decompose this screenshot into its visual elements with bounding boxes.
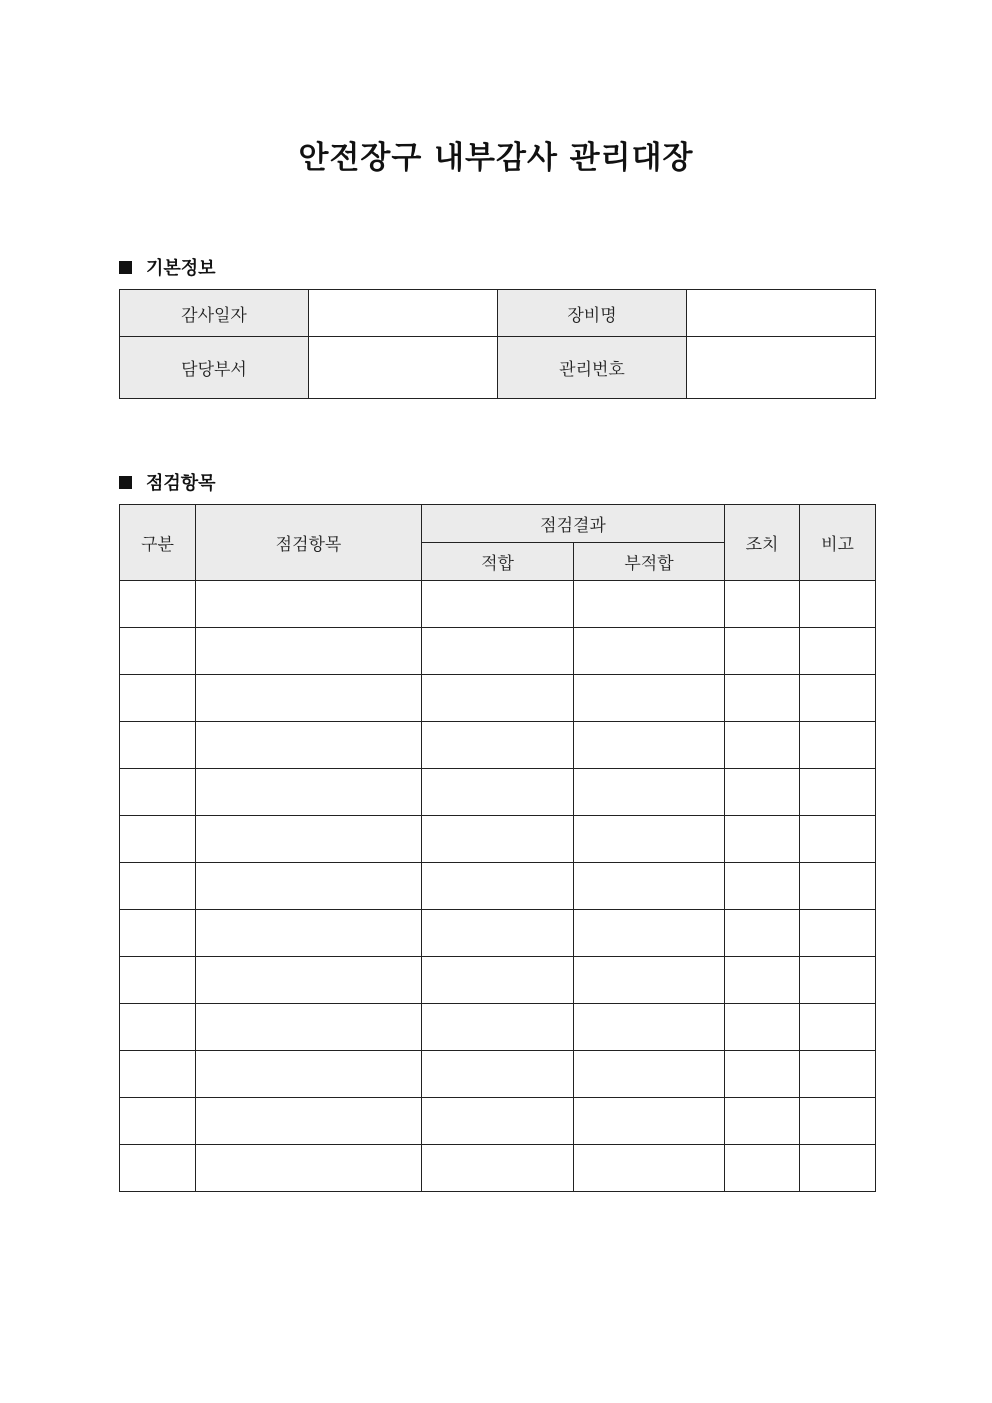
category-cell[interactable] [120, 628, 196, 675]
mgmt-no-label: 관리번호 [498, 337, 687, 399]
action-cell[interactable] [725, 910, 800, 957]
category-cell[interactable] [120, 722, 196, 769]
fail-cell[interactable] [574, 675, 725, 722]
category-cell[interactable] [120, 1051, 196, 1098]
fail-cell[interactable] [574, 581, 725, 628]
action-cell[interactable] [725, 863, 800, 910]
table-row [120, 581, 876, 628]
square-bullet-icon [119, 261, 132, 274]
item-cell[interactable] [196, 722, 422, 769]
header-pass: 적합 [422, 543, 574, 581]
note-cell[interactable] [800, 722, 876, 769]
note-cell[interactable] [800, 581, 876, 628]
check-items-table [119, 504, 876, 1192]
note-cell[interactable] [800, 675, 876, 722]
action-cell[interactable] [725, 581, 800, 628]
item-cell[interactable] [196, 769, 422, 816]
category-cell[interactable] [120, 1004, 196, 1051]
pass-cell[interactable] [422, 957, 574, 1004]
mgmt-no-value[interactable] [687, 337, 876, 399]
table-row [120, 722, 876, 769]
header-action: 조치 [725, 505, 800, 581]
action-cell[interactable] [725, 628, 800, 675]
pass-cell[interactable] [422, 769, 574, 816]
table-row [120, 675, 876, 722]
category-cell[interactable] [120, 910, 196, 957]
pass-cell[interactable] [422, 863, 574, 910]
action-cell[interactable] [725, 1051, 800, 1098]
item-cell[interactable] [196, 1145, 422, 1192]
action-cell[interactable] [725, 722, 800, 769]
action-cell[interactable] [725, 1145, 800, 1192]
table-row [120, 1098, 876, 1145]
check-table-body [120, 581, 876, 1192]
fail-cell[interactable] [574, 1051, 725, 1098]
note-cell[interactable] [800, 1098, 876, 1145]
audit-date-label: 감사일자 [120, 290, 309, 337]
category-cell[interactable] [120, 769, 196, 816]
action-cell[interactable] [725, 957, 800, 1004]
item-cell[interactable] [196, 581, 422, 628]
item-cell[interactable] [196, 1004, 422, 1051]
page-title: 안전장구 내부감사 관리대장 [298, 140, 694, 176]
item-cell[interactable] [196, 863, 422, 910]
pass-cell[interactable] [422, 910, 574, 957]
action-cell[interactable] [725, 816, 800, 863]
note-cell[interactable] [800, 863, 876, 910]
header-category: 구분 [120, 505, 196, 581]
table-row [120, 863, 876, 910]
section-heading-check-label: 점검항목 [146, 473, 216, 494]
section-heading-check [119, 469, 216, 495]
fail-cell[interactable] [574, 1004, 725, 1051]
section-heading-basic [119, 254, 216, 280]
fail-cell[interactable] [574, 628, 725, 675]
table-row [120, 769, 876, 816]
item-cell[interactable] [196, 910, 422, 957]
item-cell[interactable] [196, 816, 422, 863]
department-label: 담당부서 [120, 337, 309, 399]
pass-cell[interactable] [422, 816, 574, 863]
note-cell[interactable] [800, 910, 876, 957]
action-cell[interactable] [725, 675, 800, 722]
pass-cell[interactable] [422, 1051, 574, 1098]
square-bullet-icon [119, 476, 132, 489]
category-cell[interactable] [120, 675, 196, 722]
table-row [120, 628, 876, 675]
action-cell[interactable] [725, 1098, 800, 1145]
pass-cell[interactable] [422, 1004, 574, 1051]
note-cell[interactable] [800, 769, 876, 816]
pass-cell[interactable] [422, 1098, 574, 1145]
category-cell[interactable] [120, 581, 196, 628]
note-cell[interactable] [800, 1051, 876, 1098]
category-cell[interactable] [120, 1145, 196, 1192]
category-cell[interactable] [120, 1098, 196, 1145]
section-heading-basic-label: 기본정보 [146, 258, 216, 279]
category-cell[interactable] [120, 863, 196, 910]
note-cell[interactable] [800, 1004, 876, 1051]
table-row [120, 1051, 876, 1098]
header-item: 점검항목 [196, 505, 422, 581]
action-cell[interactable] [725, 769, 800, 816]
fail-cell[interactable] [574, 722, 725, 769]
table-row [120, 957, 876, 1004]
pass-cell[interactable] [422, 628, 574, 675]
header-note: 비고 [800, 505, 876, 581]
item-cell[interactable] [196, 1051, 422, 1098]
fail-cell[interactable] [574, 769, 725, 816]
audit-date-value[interactable] [309, 290, 498, 337]
fail-cell[interactable] [574, 957, 725, 1004]
note-cell[interactable] [800, 1145, 876, 1192]
table-row [120, 816, 876, 863]
department-value[interactable] [309, 337, 498, 399]
fail-cell[interactable] [574, 1145, 725, 1192]
action-cell[interactable] [725, 1004, 800, 1051]
table-row [120, 1004, 876, 1051]
pass-cell[interactable] [422, 675, 574, 722]
item-cell[interactable] [196, 628, 422, 675]
note-cell[interactable] [800, 957, 876, 1004]
header-result: 점검결과 [422, 505, 725, 543]
item-cell[interactable] [196, 957, 422, 1004]
header-fail: 부적합 [574, 543, 725, 581]
fail-cell[interactable] [574, 1098, 725, 1145]
category-cell[interactable] [120, 816, 196, 863]
item-cell[interactable] [196, 675, 422, 722]
note-cell[interactable] [800, 628, 876, 675]
equipment-value[interactable] [687, 290, 876, 337]
equipment-label: 장비명 [498, 290, 687, 337]
fail-cell[interactable] [574, 816, 725, 863]
fail-cell[interactable] [574, 863, 725, 910]
pass-cell[interactable] [422, 722, 574, 769]
basic-info-table [119, 289, 876, 399]
note-cell[interactable] [800, 816, 876, 863]
category-cell[interactable] [120, 957, 196, 1004]
item-cell[interactable] [196, 1098, 422, 1145]
table-row [120, 1145, 876, 1192]
table-row [120, 910, 876, 957]
pass-cell[interactable] [422, 1145, 574, 1192]
fail-cell[interactable] [574, 910, 725, 957]
pass-cell[interactable] [422, 581, 574, 628]
